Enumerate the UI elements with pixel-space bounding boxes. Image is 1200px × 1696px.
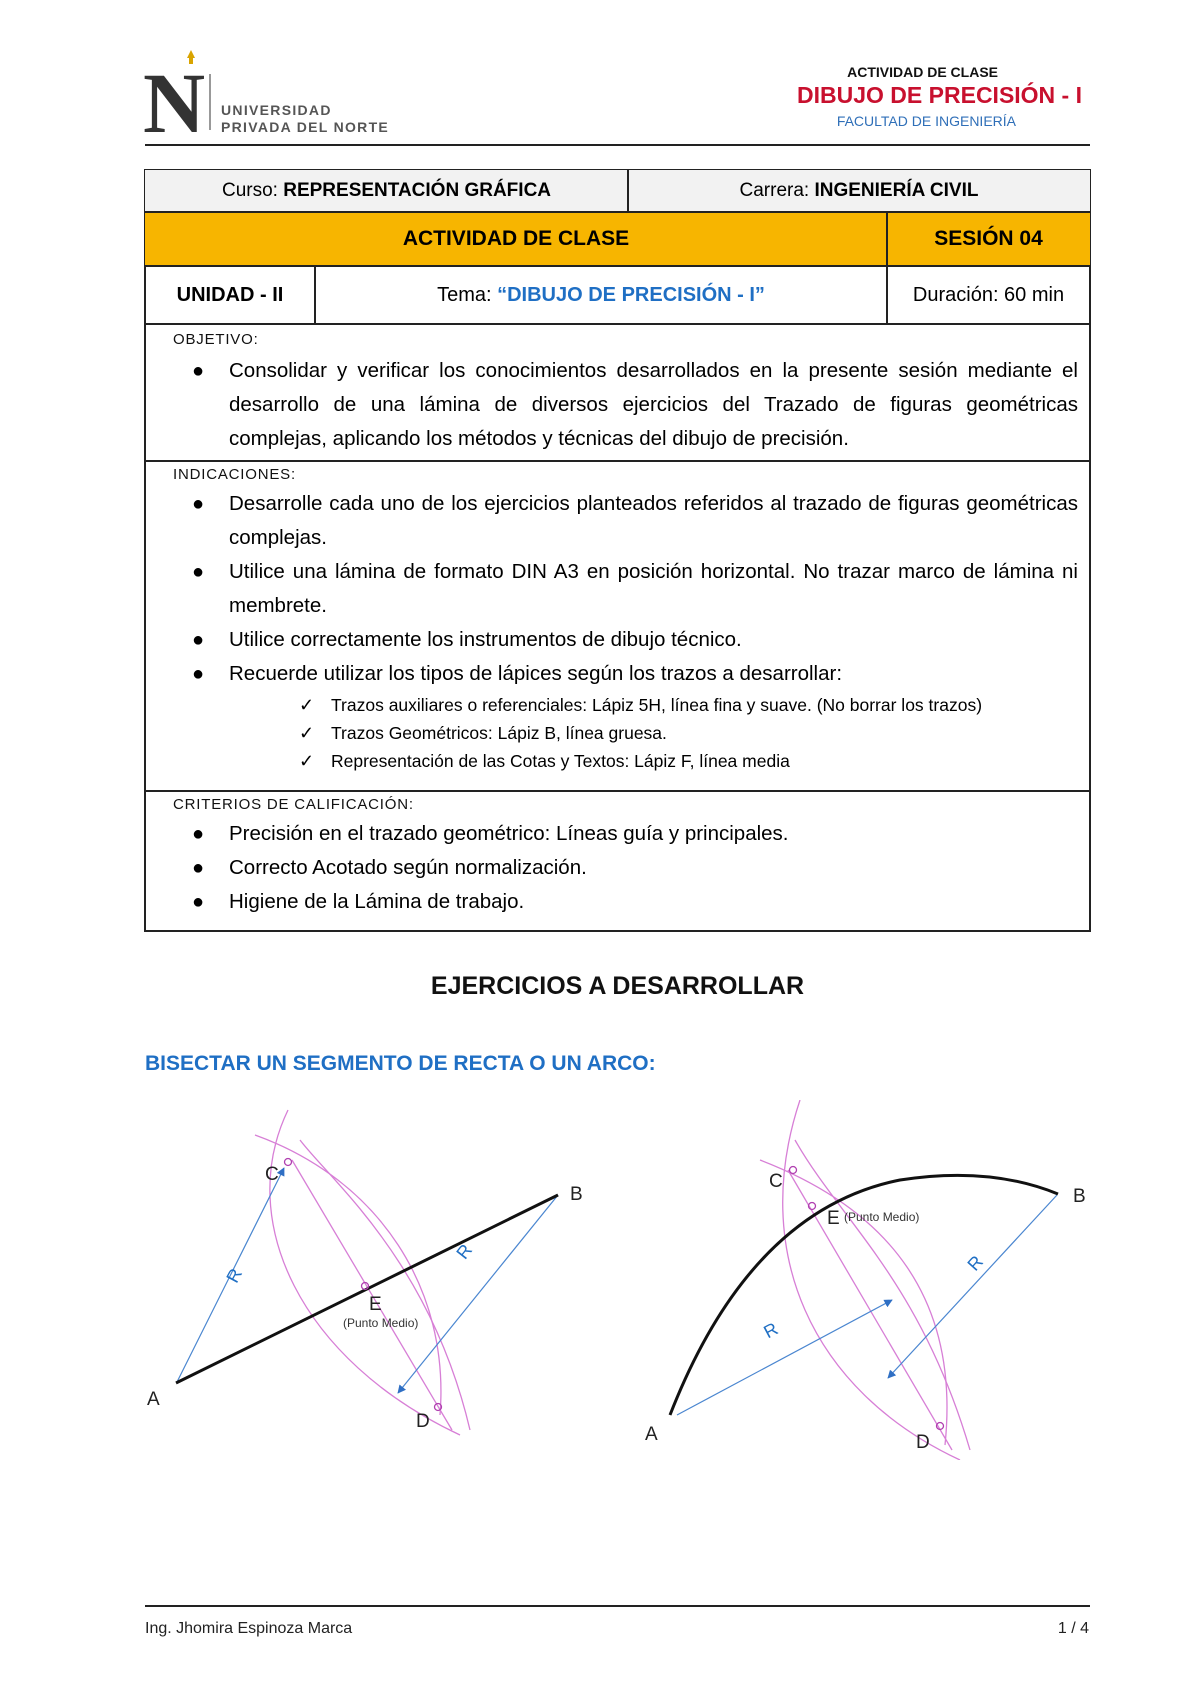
arc-from-a: [270, 1110, 460, 1435]
header-right: [662, 64, 1082, 129]
indicaciones-item: [173, 555, 1090, 623]
indicaciones-item: [173, 623, 1090, 657]
bullet-icon: ●: [192, 629, 205, 651]
logo-n-mark: N: [143, 55, 206, 136]
pencil-sub-item: [173, 747, 1090, 775]
arc-radius-line-1: [677, 1300, 892, 1415]
objetivo-item-text: Consolidar y verificar los conocimientos desarrollados en la presente sesión mediante el desarrollo de una lámina de diversos ejercicios del Trazado de figuras geométricas complejas, aplicando los métodos y técnicas del dibujo de precisión.: [229, 359, 1078, 450]
indicaciones-heading: INDICACIONES:: [173, 466, 296, 483]
tema-value: “DIBUJO DE PRECISIÓN - I”: [497, 283, 765, 306]
doc-title: DIBUJO DE PRECISIÓN - I: [797, 82, 1082, 108]
unidad-cell: UNIDAD - II: [145, 267, 315, 325]
carrera-cell: [628, 170, 1090, 213]
arc-label-a: A: [645, 1424, 658, 1445]
pencil-sub-item: [173, 691, 1090, 719]
criterios-section: [145, 792, 1090, 919]
pencil-sub-item-text: Representación de las Cotas y Textos: Lápiz F, línea media: [331, 751, 790, 771]
activity-cell: ACTIVIDAD DE CLASE: [145, 213, 887, 267]
pencil-sub-item: [173, 719, 1090, 747]
bisect-arc-figure: [640, 1100, 1100, 1460]
bullet-icon: ●: [192, 561, 205, 583]
carrera-value: INGENIERÍA CIVIL: [814, 179, 979, 201]
label-radius-2: R: [452, 1240, 477, 1263]
row3-divider-1: [314, 267, 316, 325]
indicaciones-item-text: Desarrolle cada uno de los ejercicios planteados referidos al trazado de figuras geométricas complejas.: [229, 492, 1078, 549]
label-midpoint: (Punto Medio): [343, 1316, 419, 1330]
tema-cell: [315, 267, 887, 325]
pencil-sub-item-text: Trazos auxiliares o referenciales: Lápiz 5H, línea fina y suave. (No borrar los trazos): [331, 695, 983, 715]
arc-label-c: C: [769, 1171, 783, 1192]
objetivo-section: [145, 327, 1090, 456]
criterios-item: [173, 851, 1090, 885]
label-c: C: [265, 1164, 279, 1185]
row3-divider-2: [886, 267, 888, 325]
bisect-subtitle: BISECTAR UN SEGMENTO DE RECTA O UN ARCO:: [145, 1052, 656, 1075]
arc-construction-2: [760, 1160, 947, 1445]
footer-divider: [145, 1605, 1090, 1607]
curso-value: REPRESENTACIÓN GRÁFICA: [283, 179, 552, 201]
check-icon: ✓: [299, 751, 315, 771]
label-radius-1: R: [222, 1265, 247, 1286]
duracion-cell: Duración: 60 min: [887, 267, 1090, 325]
arc-from-b: [255, 1135, 441, 1415]
indicaciones-item-text: Utilice una lámina de formato DIN A3 en posición horizontal. No trazar marco de lámina ni membrete.: [229, 560, 1078, 617]
point-c: [285, 1159, 292, 1166]
bullet-icon: ●: [192, 891, 205, 913]
criterios-heading: CRITERIOS DE CALIFICACIÓN:: [173, 796, 414, 813]
arc-inner: [300, 1140, 470, 1430]
arc-label-midpoint: (Punto Medio): [844, 1210, 920, 1224]
criterios-item-text: Correcto Acotado según normalización.: [229, 856, 587, 879]
arc-label-b: B: [1073, 1186, 1086, 1207]
bullet-icon: ●: [192, 857, 205, 879]
faculty-label: FACULTAD DE INGENIERÍA: [836, 113, 1016, 129]
curso-label: Curso:: [221, 179, 278, 201]
arc-label-e: E: [827, 1208, 840, 1229]
label-a: A: [147, 1389, 160, 1410]
page-number: 1 / 4: [1057, 1620, 1089, 1637]
arc-label-d: D: [916, 1432, 930, 1453]
check-icon: ✓: [299, 695, 315, 715]
indicaciones-item: [173, 657, 1090, 691]
carrera-label: Carrera:: [739, 179, 810, 201]
criterios-item-text: Precisión en el trazado geométrico: Líneas guía y principales.: [229, 822, 789, 845]
logo-wordmark: [221, 102, 389, 136]
exercises-title: EJERCICIOS A DESARROLLAR: [430, 972, 805, 1000]
activity-label: ACTIVIDAD DE CLASE: [847, 64, 998, 80]
bisect-segment-figure: [140, 1100, 600, 1440]
indicaciones-section: [145, 462, 1090, 775]
header-divider: [145, 144, 1090, 146]
label-e: E: [369, 1294, 382, 1315]
indicaciones-item: [173, 487, 1090, 555]
indicaciones-item-text: Utilice correctamente los instrumentos de dibujo técnico.: [229, 628, 742, 651]
bullet-icon: ●: [192, 823, 205, 845]
bullet-icon: ●: [192, 360, 205, 382]
pencil-sub-item-text: Trazos Geométricos: Lápiz B, línea gruesa.: [331, 723, 667, 743]
criterios-item-text: Higiene de la Lámina de trabajo.: [229, 890, 525, 913]
objetivo-item: [173, 354, 1090, 456]
logo-line-2: PRIVADA DEL NORTE: [221, 119, 390, 135]
criterios-item: [173, 885, 1090, 919]
footer-author: Ing. Jhomira Espinoza Marca: [145, 1620, 353, 1637]
logo-line-1: UNIVERSIDAD: [221, 102, 332, 118]
check-icon: ✓: [299, 723, 315, 743]
bullet-icon: ●: [192, 663, 205, 685]
arc-construction-3: [795, 1140, 970, 1450]
radius-line-2: [398, 1195, 558, 1393]
criterios-item: [173, 817, 1090, 851]
row2-divider: [886, 213, 888, 267]
arc-point-c: [790, 1167, 797, 1174]
objetivo-heading: OBJETIVO:: [173, 331, 259, 348]
arc-label-radius-2: R: [963, 1251, 988, 1275]
tema-label: Tema:: [437, 283, 492, 306]
curso-cell: [145, 170, 628, 213]
arc-construction-1: [783, 1100, 960, 1460]
session-cell: SESIÓN 04: [887, 213, 1090, 267]
label-b: B: [570, 1184, 583, 1205]
bullet-icon: ●: [192, 493, 205, 515]
row1-divider: [627, 170, 629, 213]
indicaciones-item-text: Recuerde utilizar los tipos de lápices según los trazos a desarrollar:: [229, 662, 843, 685]
arc-label-radius-1: R: [760, 1318, 782, 1343]
label-d: D: [416, 1411, 430, 1432]
